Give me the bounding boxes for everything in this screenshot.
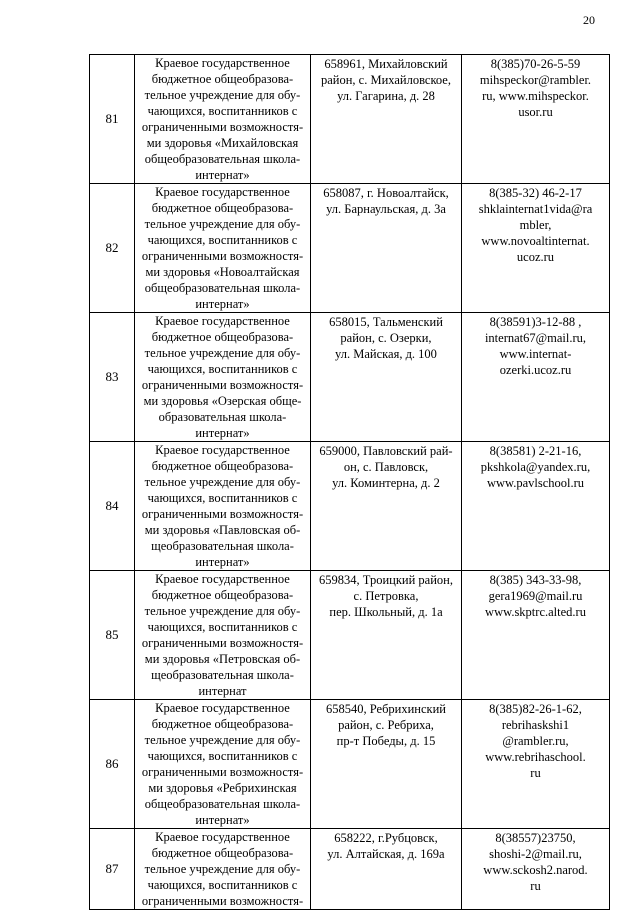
institution-contacts-line: www.internat- xyxy=(499,347,572,361)
institution-contacts-line: shoshi-2@mail.ru, xyxy=(489,847,582,861)
institution-name xyxy=(135,184,311,313)
table-row xyxy=(90,442,610,571)
institution-name-line: Краевое государственное xyxy=(155,830,290,844)
institution-name-line: интернат» xyxy=(195,297,250,311)
institution-name-line: Краевое государственное xyxy=(155,56,290,70)
institution-contacts-line: 8(38557)23750, xyxy=(495,831,576,845)
institution-name-line: чающихся, воспитанников с xyxy=(147,104,298,118)
institution-name-line: интернат» xyxy=(195,813,250,827)
institution-contacts xyxy=(462,184,610,313)
institution-name-line: бюджетное общеобразова- xyxy=(151,201,294,215)
institution-address-line: он, с. Павловск, xyxy=(343,460,429,474)
row-number: 82 xyxy=(90,184,135,313)
row-number: 85 xyxy=(90,571,135,700)
institution-name-line: ми здоровья «Новоалтайская xyxy=(145,265,300,279)
institution-contacts-line: shklainternat1vida@ra xyxy=(478,202,593,216)
institution-name-line: тельное учреждение для обу- xyxy=(144,346,301,360)
institution-name-line: Краевое государственное xyxy=(155,701,290,715)
institution-address xyxy=(311,442,462,571)
institution-contacts-line: usor.ru xyxy=(518,105,553,119)
institution-name-line: тельное учреждение для обу- xyxy=(144,217,301,231)
institution-address-line: 658087, г. Новоалтайск, xyxy=(323,186,449,200)
institution-contacts-line: ozerki.ucoz.ru xyxy=(499,363,572,377)
institution-name xyxy=(135,829,311,910)
institution-contacts-line: ru, www.mihspeckor. xyxy=(482,89,589,103)
institution-name-line: чающихся, воспитанников с xyxy=(147,362,298,376)
institution-name-line: Краевое государственное xyxy=(155,443,290,457)
institution-contacts-line: www.pavlschool.ru xyxy=(486,476,585,490)
row-number: 87 xyxy=(90,829,135,910)
institution-name-line: общеобразовательная школа- xyxy=(144,281,301,295)
institution-name-line: общеобразовательная школа- xyxy=(144,152,301,166)
institution-name-line: ми здоровья «Ребрихинская xyxy=(148,781,297,795)
institution-contacts-line: 8(385-32) 46-2-17 xyxy=(489,186,582,200)
institution-address-line: район, с. Михайловское, xyxy=(321,73,451,87)
institution-contacts-line: www.sckosh2.narod. xyxy=(483,863,588,877)
institution-contacts-line: rebrihaskshi1 xyxy=(501,718,570,732)
institution-name-line: чающихся, воспитанников с xyxy=(147,620,298,634)
institution-name-line: тельное учреждение для обу- xyxy=(144,475,301,489)
institution-contacts-line: 8(385)82-26-1-62, xyxy=(489,702,582,716)
institution-address xyxy=(311,700,462,829)
institutions-table xyxy=(89,54,610,910)
institution-contacts-line: 8(385)70-26-5-59 xyxy=(490,57,581,71)
institution-name-line: Краевое государственное xyxy=(155,314,290,328)
institution-name-line: тельное учреждение для обу- xyxy=(144,733,301,747)
institution-address-line: пер. Школьный, д. 1а xyxy=(329,605,443,619)
institution-name-line: бюджетное общеобразова- xyxy=(151,459,294,473)
institution-contacts xyxy=(462,55,610,184)
institution-name-line: ми здоровья «Озерская обще- xyxy=(143,394,302,408)
institution-name xyxy=(135,700,311,829)
institution-name-line: общеобразовательная школа- xyxy=(144,797,301,811)
institution-name xyxy=(135,55,311,184)
institution-name-line: ограниченными возможностя- xyxy=(141,894,304,908)
institution-name-line: образовательная школа- xyxy=(158,410,287,424)
institution-address-line: ул. Алтайская, д. 169а xyxy=(327,847,445,861)
institution-name-line: щеобразовательная школа- xyxy=(151,668,294,682)
institution-contacts-line: ru xyxy=(530,766,541,780)
institution-name-line: чающихся, воспитанников с xyxy=(147,491,298,505)
institution-name-line: ми здоровья «Петровская об- xyxy=(144,652,301,666)
institution-contacts-line: ru xyxy=(530,879,541,893)
institution-address-line: район, с. Ребриха, xyxy=(338,718,434,732)
institution-address xyxy=(311,184,462,313)
institution-name xyxy=(135,571,311,700)
institution-name xyxy=(135,313,311,442)
table-row xyxy=(90,55,610,184)
institution-name-line: бюджетное общеобразова- xyxy=(151,846,294,860)
institution-contacts-line: 8(385) 343-33-98, xyxy=(489,573,582,587)
institution-address xyxy=(311,313,462,442)
institution-name-line: ми здоровья «Михайловская xyxy=(146,136,299,150)
institution-name-line: тельное учреждение для обу- xyxy=(144,862,301,876)
institution-name-line: ограниченными возможностя- xyxy=(141,249,304,263)
institution-name-line: бюджетное общеобразова- xyxy=(151,72,294,86)
institution-name-line: ограниченными возможностя- xyxy=(141,765,304,779)
institution-address-line: район, с. Озерки, xyxy=(340,331,432,345)
institution-address-line: 659834, Троицкий район, xyxy=(319,573,453,587)
institution-address-line: 658015, Тальменский xyxy=(329,315,443,329)
institution-name-line: чающихся, воспитанников с xyxy=(147,233,298,247)
institution-name-line: чающихся, воспитанников с xyxy=(147,878,298,892)
institution-name-line: ми здоровья «Павловская об- xyxy=(144,523,301,537)
institution-name-line: ограниченными возможностя- xyxy=(141,507,304,521)
institution-address xyxy=(311,829,462,910)
row-number: 83 xyxy=(90,313,135,442)
institution-contacts-line: pkshkola@yandex.ru, xyxy=(480,460,591,474)
institution-name-line: ограниченными возможностя- xyxy=(141,378,304,392)
institution-address xyxy=(311,55,462,184)
institution-name-line: бюджетное общеобразова- xyxy=(151,717,294,731)
institution-name-line: интернат xyxy=(198,684,247,698)
institution-name-line: тельное учреждение для обу- xyxy=(144,88,301,102)
institution-name xyxy=(135,442,311,571)
institution-address-line: 658961, Михайловский xyxy=(324,57,448,71)
institution-contacts xyxy=(462,313,610,442)
institution-contacts-line: gera1969@mail.ru xyxy=(488,589,583,603)
institution-contacts-line: www.novoaltinternat. xyxy=(481,234,590,248)
table-row xyxy=(90,700,610,829)
table-row xyxy=(90,571,610,700)
institution-contacts-line: www.skptrc.alted.ru xyxy=(485,605,586,619)
table-row xyxy=(90,829,610,910)
institution-address-line: 658222, г.Рубцовск, xyxy=(334,831,438,845)
row-number: 86 xyxy=(90,700,135,829)
institution-address-line: ул. Майская, д. 100 xyxy=(335,347,437,361)
institution-name-line: Краевое государственное xyxy=(155,572,290,586)
institution-contacts xyxy=(462,700,610,829)
page-number: 20 xyxy=(583,13,595,27)
institution-contacts-line: www.rebrihaschool. xyxy=(485,750,586,764)
institution-name-line: тельное учреждение для обу- xyxy=(144,604,301,618)
institution-address-line: ул. Барнаульская, д. 3а xyxy=(326,202,446,216)
institution-contacts-line: mihspeckor@rambler. xyxy=(479,73,592,87)
institution-contacts xyxy=(462,571,610,700)
institution-address xyxy=(311,571,462,700)
institution-contacts-line: 8(38591)3-12-88 , xyxy=(489,315,582,329)
institution-name-line: интернат» xyxy=(195,555,250,569)
institution-address-line: пр-т Победы, д. 15 xyxy=(336,734,436,748)
institution-name-line: щеобразовательная школа- xyxy=(151,539,294,553)
institution-contacts xyxy=(462,829,610,910)
institution-contacts-line: internat67@mail.ru, xyxy=(484,331,587,345)
institution-address-line: 658540, Ребрихинский xyxy=(325,702,446,716)
table-row xyxy=(90,184,610,313)
institution-name-line: бюджетное общеобразова- xyxy=(151,330,294,344)
institution-address-line: 659000, Павловский рай- xyxy=(319,444,453,458)
institution-address-line: с. Петровка, xyxy=(353,589,419,603)
institution-name-line: ограниченными возможностя- xyxy=(141,120,304,134)
row-number: 81 xyxy=(90,55,135,184)
institution-address-line: ул. Гагарина, д. 28 xyxy=(337,89,435,103)
table-row xyxy=(90,313,610,442)
institution-name-line: интернат» xyxy=(195,168,250,182)
institution-name-line: интернат» xyxy=(195,426,250,440)
institution-contacts-line: 8(38581) 2-21-16, xyxy=(489,444,582,458)
institution-contacts-line: ucoz.ru xyxy=(516,250,555,264)
institution-name-line: чающихся, воспитанников с xyxy=(147,749,298,763)
institution-name-line: бюджетное общеобразова- xyxy=(151,588,294,602)
institution-name-line: ограниченными возможностя- xyxy=(141,636,304,650)
institution-contacts xyxy=(462,442,610,571)
institution-address-line: ул. Коминтерна, д. 2 xyxy=(332,476,440,490)
institution-contacts-line: @rambler.ru, xyxy=(502,734,569,748)
institution-name-line: Краевое государственное xyxy=(155,185,290,199)
institution-contacts-line: mbler, xyxy=(519,218,552,232)
row-number: 84 xyxy=(90,442,135,571)
